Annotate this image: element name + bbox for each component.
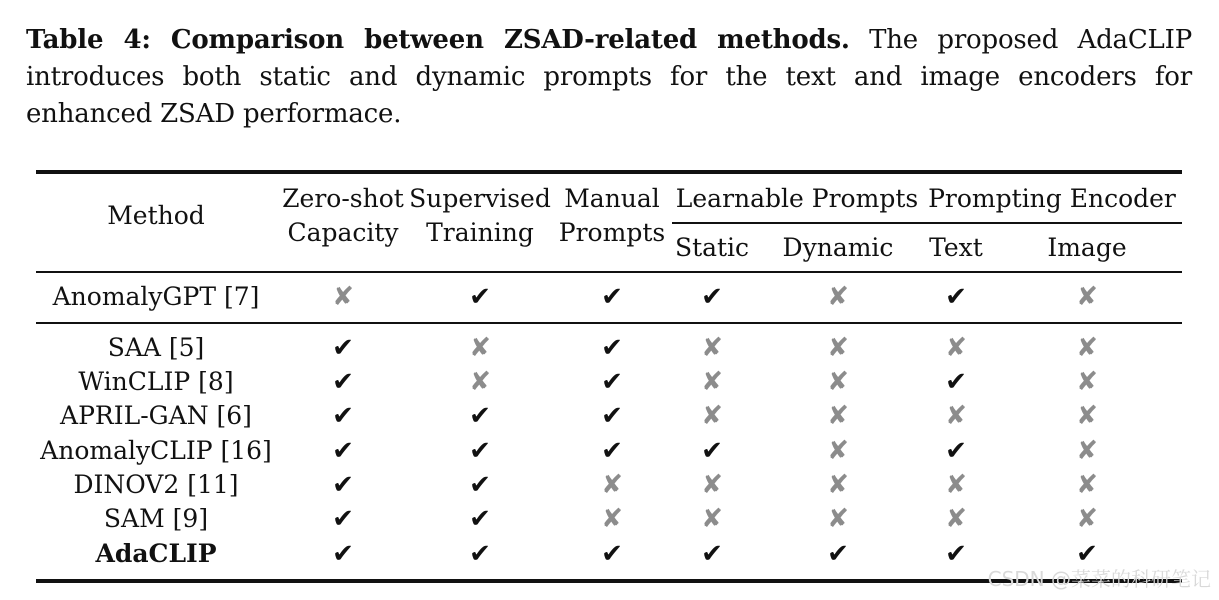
check-icon: ✔ bbox=[332, 539, 354, 569]
cross-icon: ✘ bbox=[945, 470, 967, 500]
method-name: APRIL-GAN [6] bbox=[60, 401, 252, 430]
cross-icon: ✘ bbox=[945, 333, 967, 363]
cross-icon: ✘ bbox=[701, 401, 723, 431]
check-icon: ✔ bbox=[1076, 539, 1098, 569]
header-zero-shot-line1: Zero-shot bbox=[282, 184, 404, 213]
check-icon: ✔ bbox=[701, 436, 723, 466]
check-icon: ✔ bbox=[945, 436, 967, 466]
cross-icon: ✘ bbox=[827, 333, 849, 363]
cross-icon: ✘ bbox=[1076, 436, 1098, 466]
header-method: Method bbox=[107, 201, 205, 230]
check-icon: ✔ bbox=[332, 470, 354, 500]
check-icon: ✔ bbox=[601, 436, 623, 466]
check-icon: ✔ bbox=[945, 282, 967, 312]
header-supervised-line2: Training bbox=[426, 218, 534, 247]
method-name: SAM [9] bbox=[103, 504, 209, 533]
check-icon: ✔ bbox=[601, 401, 623, 431]
cross-icon: ✘ bbox=[827, 401, 849, 431]
cross-icon: ✘ bbox=[827, 504, 849, 534]
check-icon: ✔ bbox=[469, 539, 491, 569]
check-icon: ✔ bbox=[469, 436, 491, 466]
header-image: Image bbox=[1047, 233, 1127, 262]
cross-icon: ✘ bbox=[1076, 367, 1098, 397]
cross-icon: ✘ bbox=[701, 333, 723, 363]
check-icon: ✔ bbox=[469, 401, 491, 431]
cross-icon: ✘ bbox=[827, 470, 849, 500]
check-icon: ✔ bbox=[701, 282, 723, 312]
check-icon: ✔ bbox=[945, 367, 967, 397]
cross-icon: ✘ bbox=[827, 282, 849, 312]
cross-icon: ✘ bbox=[1076, 470, 1098, 500]
watermark: CSDN @菜菜的科研笔记 bbox=[987, 567, 1211, 591]
check-icon: ✔ bbox=[601, 539, 623, 569]
cross-icon: ✘ bbox=[701, 470, 723, 500]
check-icon: ✔ bbox=[332, 436, 354, 466]
mid-rule bbox=[36, 322, 1182, 324]
check-icon: ✔ bbox=[601, 333, 623, 363]
method-name: AnomalyCLIP [16] bbox=[40, 436, 272, 465]
check-icon: ✔ bbox=[827, 539, 849, 569]
header-zero-shot-line2: Capacity bbox=[287, 218, 399, 247]
top-rule bbox=[36, 170, 1182, 174]
header-prompting-encoder: Prompting Encoder bbox=[928, 184, 1176, 213]
caption-label: Table 4: Comparison between ZSAD-related methods. bbox=[26, 25, 850, 55]
check-icon: ✔ bbox=[701, 539, 723, 569]
method-name: SAA [5] bbox=[107, 333, 205, 362]
header-dynamic: Dynamic bbox=[782, 233, 894, 262]
table-caption bbox=[26, 22, 1192, 133]
cross-icon: ✘ bbox=[601, 470, 623, 500]
check-icon: ✔ bbox=[601, 367, 623, 397]
method-name: AnomalyGPT [7] bbox=[52, 282, 260, 311]
header-supervised-line1: Supervised bbox=[409, 184, 551, 213]
cross-icon: ✘ bbox=[701, 367, 723, 397]
method-name: WinCLIP [8] bbox=[78, 367, 234, 396]
method-name: AdaCLIP bbox=[95, 539, 217, 568]
cross-icon: ✘ bbox=[701, 504, 723, 534]
group-rule bbox=[672, 222, 1182, 224]
header-static: Static bbox=[674, 233, 750, 262]
cross-icon: ✘ bbox=[332, 282, 354, 312]
check-icon: ✔ bbox=[332, 401, 354, 431]
check-icon: ✔ bbox=[469, 282, 491, 312]
caption-text: The proposed AdaCLIP introduces both static and dynamic prompts for the text and image encoders for enhanced ZSAD performace. bbox=[26, 25, 1192, 129]
cross-icon: ✘ bbox=[827, 367, 849, 397]
cross-icon: ✘ bbox=[1076, 504, 1098, 534]
header-text: Text bbox=[929, 233, 983, 262]
check-icon: ✔ bbox=[332, 367, 354, 397]
header-manual-line1: Manual bbox=[564, 184, 660, 213]
cross-icon: ✘ bbox=[469, 367, 491, 397]
cross-icon: ✘ bbox=[1076, 333, 1098, 363]
method-name: DINOV2 [11] bbox=[73, 470, 239, 499]
cross-icon: ✘ bbox=[469, 333, 491, 363]
cross-icon: ✘ bbox=[827, 436, 849, 466]
check-icon: ✔ bbox=[945, 539, 967, 569]
cross-icon: ✘ bbox=[945, 504, 967, 534]
cross-icon: ✘ bbox=[1076, 282, 1098, 312]
check-icon: ✔ bbox=[601, 282, 623, 312]
header-manual-line2: Prompts bbox=[558, 218, 666, 247]
header-bottom-rule bbox=[36, 271, 1182, 273]
check-icon: ✔ bbox=[332, 504, 354, 534]
cross-icon: ✘ bbox=[601, 504, 623, 534]
check-icon: ✔ bbox=[332, 333, 354, 363]
header-learnable-prompts: Learnable Prompts bbox=[675, 184, 919, 213]
check-icon: ✔ bbox=[469, 504, 491, 534]
cross-icon: ✘ bbox=[1076, 401, 1098, 431]
check-icon: ✔ bbox=[469, 470, 491, 500]
cross-icon: ✘ bbox=[945, 401, 967, 431]
